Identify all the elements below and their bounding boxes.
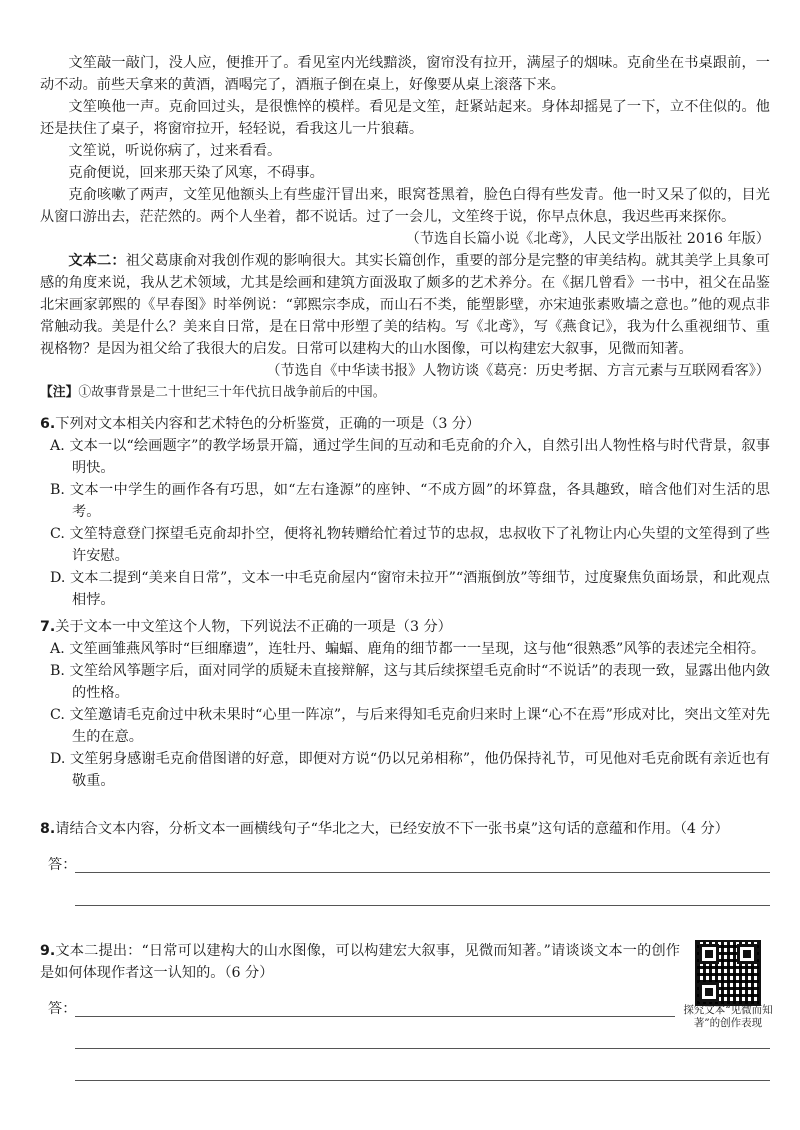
text1-paragraph-3: 文笙说，听说你病了，过来看看。 bbox=[68, 143, 282, 159]
question-9-answer-line-3[interactable] bbox=[75, 1080, 770, 1081]
question-7-option-c[interactable]: C. 文笙邀请毛克俞过中秋未果时“心里一阵凉”，与后来得知毛克俞归来时上课“心不在焉”形成对比，突出文笙对先生的在意。 bbox=[50, 707, 770, 745]
question-8-answer-label: 答： bbox=[48, 857, 77, 873]
question-8-stem: 请结合文本内容，分析文本一画横线句子“华北之大，已经安放不下一张书桌”这句话的意蕴和作用。（4 分） bbox=[55, 821, 729, 837]
qr-finder-icon bbox=[699, 982, 719, 1002]
question-9-stem: 文本二提出：“日常可以建构大的山水图像，可以构建宏大叙事，见微而知著。”请谈谈文本一的创作是如何体现作者这一认知的。（6 分） bbox=[40, 943, 680, 981]
question-7-option-d[interactable]: D. 文笙躬身感谢毛克俞借图谱的好意，即便对方说“仍以兄弟相称”，他仍保持礼节，可见他对毛克俞既有亲近也有敬重。 bbox=[50, 751, 770, 789]
question-6-number: 6. bbox=[40, 416, 56, 432]
qr-finder-icon bbox=[699, 944, 719, 964]
text2-source: （节选自《中华读书报》人物访谈《葛亮：历史考据、方言元素与互联网看客》） bbox=[266, 363, 770, 379]
question-8-number: 8. bbox=[40, 821, 56, 837]
text1-paragraph-4: 克俞便说，回来那天染了风寒，不碍事。 bbox=[68, 165, 324, 181]
question-7-stem: 关于文本一中文笙这个人物，下列说法不正确的一项是（3 分） bbox=[55, 619, 452, 635]
question-8-answer-line-2[interactable] bbox=[75, 905, 770, 906]
note-text: ①故事背景是二十世纪三十年代抗日战争前后的中国。 bbox=[78, 385, 386, 400]
text1-paragraph-1: 文笙敲一敲门，没人应，便推开了。看见室内光线黯淡，窗帘没有拉开，满屋子的烟味。克俞坐在书桌跟前，一动不动。前些天拿来的黄酒，酒喝完了，酒瓶子倒在桌上，好像要从桌上滚落下来。 bbox=[40, 55, 770, 93]
question-6-stem: 下列对文本相关内容和艺术特色的分析鉴赏，正确的一项是（3 分） bbox=[55, 416, 481, 432]
qr-code-icon[interactable] bbox=[695, 940, 761, 1006]
question-9-answer-line-2[interactable] bbox=[75, 1048, 770, 1049]
question-6 bbox=[40, 413, 770, 611]
question-9-answer-line-1[interactable] bbox=[75, 1016, 675, 1017]
question-6-option-d[interactable]: D. 文本二提到“美来自日常”，文本一中毛克俞屋内“窗帘未拉开”“酒瓶倒放”等细节，过度聚焦负面场景，和此观点相悖。 bbox=[50, 570, 770, 608]
question-9 bbox=[40, 940, 680, 984]
question-9-answer-label: 答： bbox=[48, 1001, 77, 1017]
question-6-option-b[interactable]: B. 文本一中学生的画作各有巧思，如“左右逢源”的座钟、“不成方圆”的坏算盘，各具趣致，暗含他们对生活的思考。 bbox=[50, 482, 770, 520]
question-7-number: 7. bbox=[40, 619, 56, 635]
text2-excerpt bbox=[40, 250, 770, 404]
question-8 bbox=[40, 818, 770, 840]
question-7 bbox=[40, 616, 770, 792]
text2-body: 祖父葛康俞对我创作观的影响很大。其实长篇创作，重要的部分是完整的审美结构。就其美学上具象可感的角度来说，我从艺术领域，尤其是绘画和建筑方面汲取了颇多的艺术养分。在《据几曾看》一书中，祖父在品鉴北宋画家郭熙的《早春图》时举例说：“郭熙宗李成，而山石不类，能塑影壁，亦宋迪张素败墙之意也。”他的观点非常触动我。美是什么？美来自日常，是在日常中形塑了美的结构。写《北鸢》，写《燕食记》，我为什么重视细节、重视格物？是因为祖父给了我很大的启发。日常可以建构大的山水图像，可以构建宏大叙事，见微而知著。 bbox=[40, 253, 770, 357]
text2-label: 文本二： bbox=[68, 253, 126, 269]
question-7-option-b[interactable]: B. 文笙给风筝题字后，面对同学的质疑未直接辩解，这与其后续探望毛克俞时“不说话”的表现一致，显露出他内敛的性格。 bbox=[50, 663, 770, 701]
note-label: 【注】 bbox=[40, 385, 79, 400]
text1-paragraph-2: 文笙唤他一声。克俞回过头，是很憔悴的模样。看见是文笙，赶紧站起来。身体却摇晃了一下，立不住似的。他还是扶住了桌子，将窗帘拉开，轻轻说，看我这儿一片狼藉。 bbox=[40, 99, 770, 137]
question-6-option-a[interactable]: A. 文本一以“绘画题字”的教学场景开篇，通过学生间的互动和毛克俞的介入，自然引出人物性格与时代背景，叙事明快。 bbox=[50, 438, 770, 476]
qr-caption: 探究文本“见微而知著”的创作表现 bbox=[683, 1004, 773, 1029]
qr-finder-icon bbox=[737, 944, 757, 964]
question-6-option-c[interactable]: C. 文笙特意登门探望毛克俞却扑空，便将礼物转赠给忙着过节的忠叔，忠叔收下了礼物让内心失望的文笙得到了些许安慰。 bbox=[50, 526, 770, 564]
question-8-answer-line-1[interactable] bbox=[75, 872, 770, 873]
question-7-option-a[interactable]: A. 文笙画雏燕风筝时“巨细靡遗”，连牡丹、蝙蝠、鹿角的细节都一一呈现，这与他“很熟悉”风筝的表述完全相符。 bbox=[50, 641, 766, 657]
text1-excerpt bbox=[40, 52, 770, 250]
note bbox=[40, 382, 770, 404]
text1-paragraph-5: 克俞咳嗽了两声，文笙见他额头上有些虚汗冒出来，眼窝苍黑着，脸色白得有些发青。他一时又呆了似的，目光从窗口游出去，茫茫然的。两个人坐着，都不说话。过了一会儿，文笙终于说，你早点休息，我迟些再来探你。 bbox=[40, 187, 770, 225]
text1-source: （节选自长篇小说《北鸢》，人民文学出版社 2016 年版） bbox=[405, 231, 770, 247]
question-9-number: 9. bbox=[40, 943, 56, 959]
